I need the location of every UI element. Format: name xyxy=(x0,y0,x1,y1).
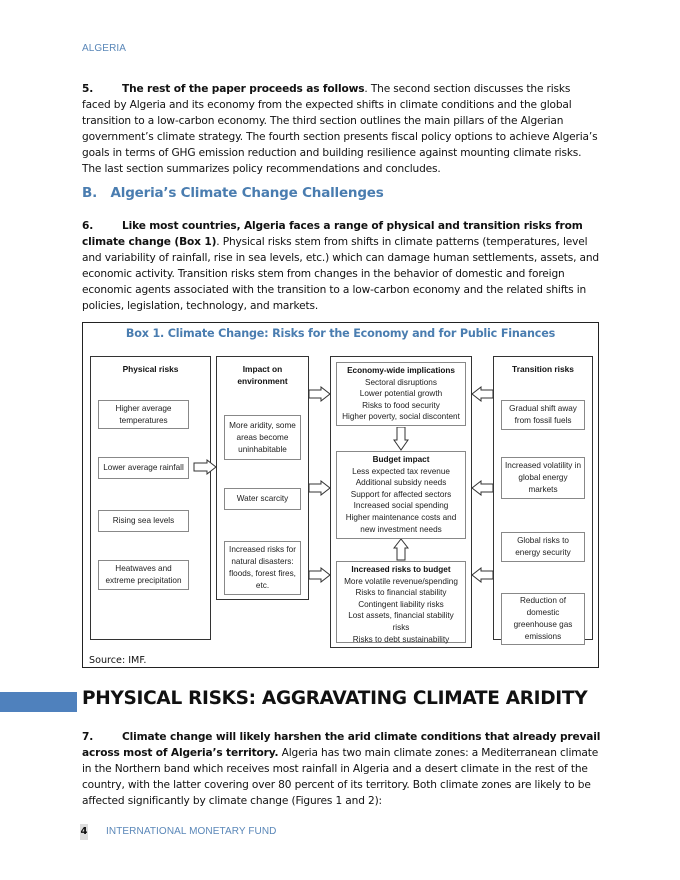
budget-item: new investment needs xyxy=(360,524,442,534)
box-title: Box 1. Climate Change: Risks for the Economy and for Public Finances xyxy=(125,327,556,340)
paragraph-6 xyxy=(82,218,602,315)
paragraph-lead: Climate change will likely harshen the arid climate conditions that already prevail across most of Algeria’s territory. xyxy=(82,731,601,760)
column-title: Impact on environment xyxy=(237,364,288,386)
right-arrow-icon xyxy=(309,480,331,496)
implication-item: Higher poverty, social discontent xyxy=(342,412,460,422)
impact-item: Increased risks for natural disasters: floods, forest fires, etc. xyxy=(224,541,301,595)
transition-risks-column xyxy=(493,356,593,640)
risk-item: Heatwaves and extreme precipitation xyxy=(98,560,189,590)
risk-item: Lower average rainfall xyxy=(98,457,189,479)
column-title: Transition risks xyxy=(512,364,574,374)
budget-risk-item: More volatile revenue/spending xyxy=(344,576,458,586)
budget-risk-item: risks xyxy=(392,622,410,632)
transition-item: Reduction of domestic greenhouse gas emissions xyxy=(501,593,585,645)
transition-item: Global risks to energy security xyxy=(501,532,585,562)
paragraph-number: 7. xyxy=(82,731,94,743)
down-arrow-icon xyxy=(393,427,409,451)
budget-item: Higher maintenance costs and xyxy=(345,512,457,522)
box-1-figure xyxy=(82,322,599,668)
implication-item: Sectoral disruptions xyxy=(365,377,437,387)
budget-item: Increased social spending xyxy=(353,501,449,511)
impact-item: Water scarcity xyxy=(224,488,301,510)
left-arrow-icon xyxy=(472,480,494,496)
budget-item: Less expected tax revenue xyxy=(352,466,450,476)
impact-on-environment-column xyxy=(216,356,309,600)
budget-item: Additional subsidy needs xyxy=(355,478,447,488)
paragraph-lead: Like most countries, Algeria faces a range of physical and transition risks from climate change (Box 1) xyxy=(82,220,583,249)
physical-risks-column xyxy=(90,356,211,640)
box-heading: Budget impact xyxy=(372,455,430,464)
paragraph-number: 5. xyxy=(82,83,94,95)
right-arrow-icon xyxy=(309,386,331,402)
paragraph-number: 6. xyxy=(82,220,94,232)
budget-risk-item: Contingent liability risks xyxy=(358,599,444,609)
footer-publisher: INTERNATIONAL MONETARY FUND xyxy=(106,826,277,837)
section-heading-physical-risks: PHYSICAL RISKS: AGGRAVATING CLIMATE ARIDITY xyxy=(82,688,588,709)
running-header: ALGERIA xyxy=(82,43,127,54)
section-accent-bar xyxy=(0,692,77,712)
box-source: Source: IMF. xyxy=(89,655,147,666)
increased-risks-to-budget-box xyxy=(336,561,466,643)
section-heading-b: B. Algeria’s Climate Change Challenges xyxy=(82,185,384,201)
risk-item: Rising sea levels xyxy=(98,510,189,532)
budget-impact-box xyxy=(336,451,466,539)
right-arrow-icon xyxy=(309,567,331,583)
left-arrow-icon xyxy=(472,567,494,583)
budget-risk-item: Risks to debt sustainability xyxy=(352,634,450,644)
budget-item: Support for affected sectors xyxy=(350,489,452,499)
impact-item: More aridity, some areas become uninhabitable xyxy=(224,415,301,460)
column-title: Physical risks xyxy=(122,364,179,374)
up-arrow-icon xyxy=(393,539,409,561)
transition-item: Gradual shift away from fossil fuels xyxy=(501,400,585,430)
paragraph-body: . The second section discusses the risks faced by Algeria and its economy from the expected shifts in climate conditions and the global transition to a low-carbon economy. The third section outlines the main pillars of the Algerian government’s climate strategy. The fourth section presents fiscal policy options to achieve Algeria’s goals in terms of GHG emission reduction and building resilience against mounting climate risks. The last section summarizes policy recommendations and concludes. xyxy=(82,83,598,176)
budget-risk-item: Risks to financial stability xyxy=(355,588,447,598)
left-arrow-icon xyxy=(472,386,494,402)
paragraph-body: . Physical risks stem from shifts in climate patterns (temperatures, level and variability of rainfall, rise in sea levels, etc.) which can damage human settlements, assets, and economic activity. Transition risks stem from changes in the behavior of domestic and foreign economic agents associated with the transition to a low-carbon economy and the related shifts in policies, legislation, technology, and markets. xyxy=(82,236,599,313)
page-number: 4 xyxy=(80,824,88,840)
box-heading: Economy-wide implications xyxy=(347,366,455,375)
right-arrow-icon xyxy=(193,459,217,475)
implication-item: Risks to food security xyxy=(362,400,440,410)
paragraph-5 xyxy=(82,81,602,178)
paragraph-7 xyxy=(82,729,602,809)
risk-item: Higher average temperatures xyxy=(98,400,189,429)
paragraph-lead: The rest of the paper proceeds as follows xyxy=(122,83,365,95)
budget-risk-item: Lost assets, financial stability xyxy=(348,611,454,621)
central-implications-frame xyxy=(330,356,472,648)
transition-item: Increased volatility in global energy markets xyxy=(501,457,585,499)
box-heading: Increased risks to budget xyxy=(351,565,451,574)
economy-wide-implications-box xyxy=(336,362,466,426)
paragraph-body: Algeria has two main climate zones: a Mediterranean climate in the Northern band which receives most rainfall in Algeria and a desert climate in the rest of the country, with the latter covering over 80 percent of its territory. Both climate zones are likely to be affected significantly by climate change (Figures 1 and 2): xyxy=(82,747,599,808)
implication-item: Lower potential growth xyxy=(359,389,443,399)
